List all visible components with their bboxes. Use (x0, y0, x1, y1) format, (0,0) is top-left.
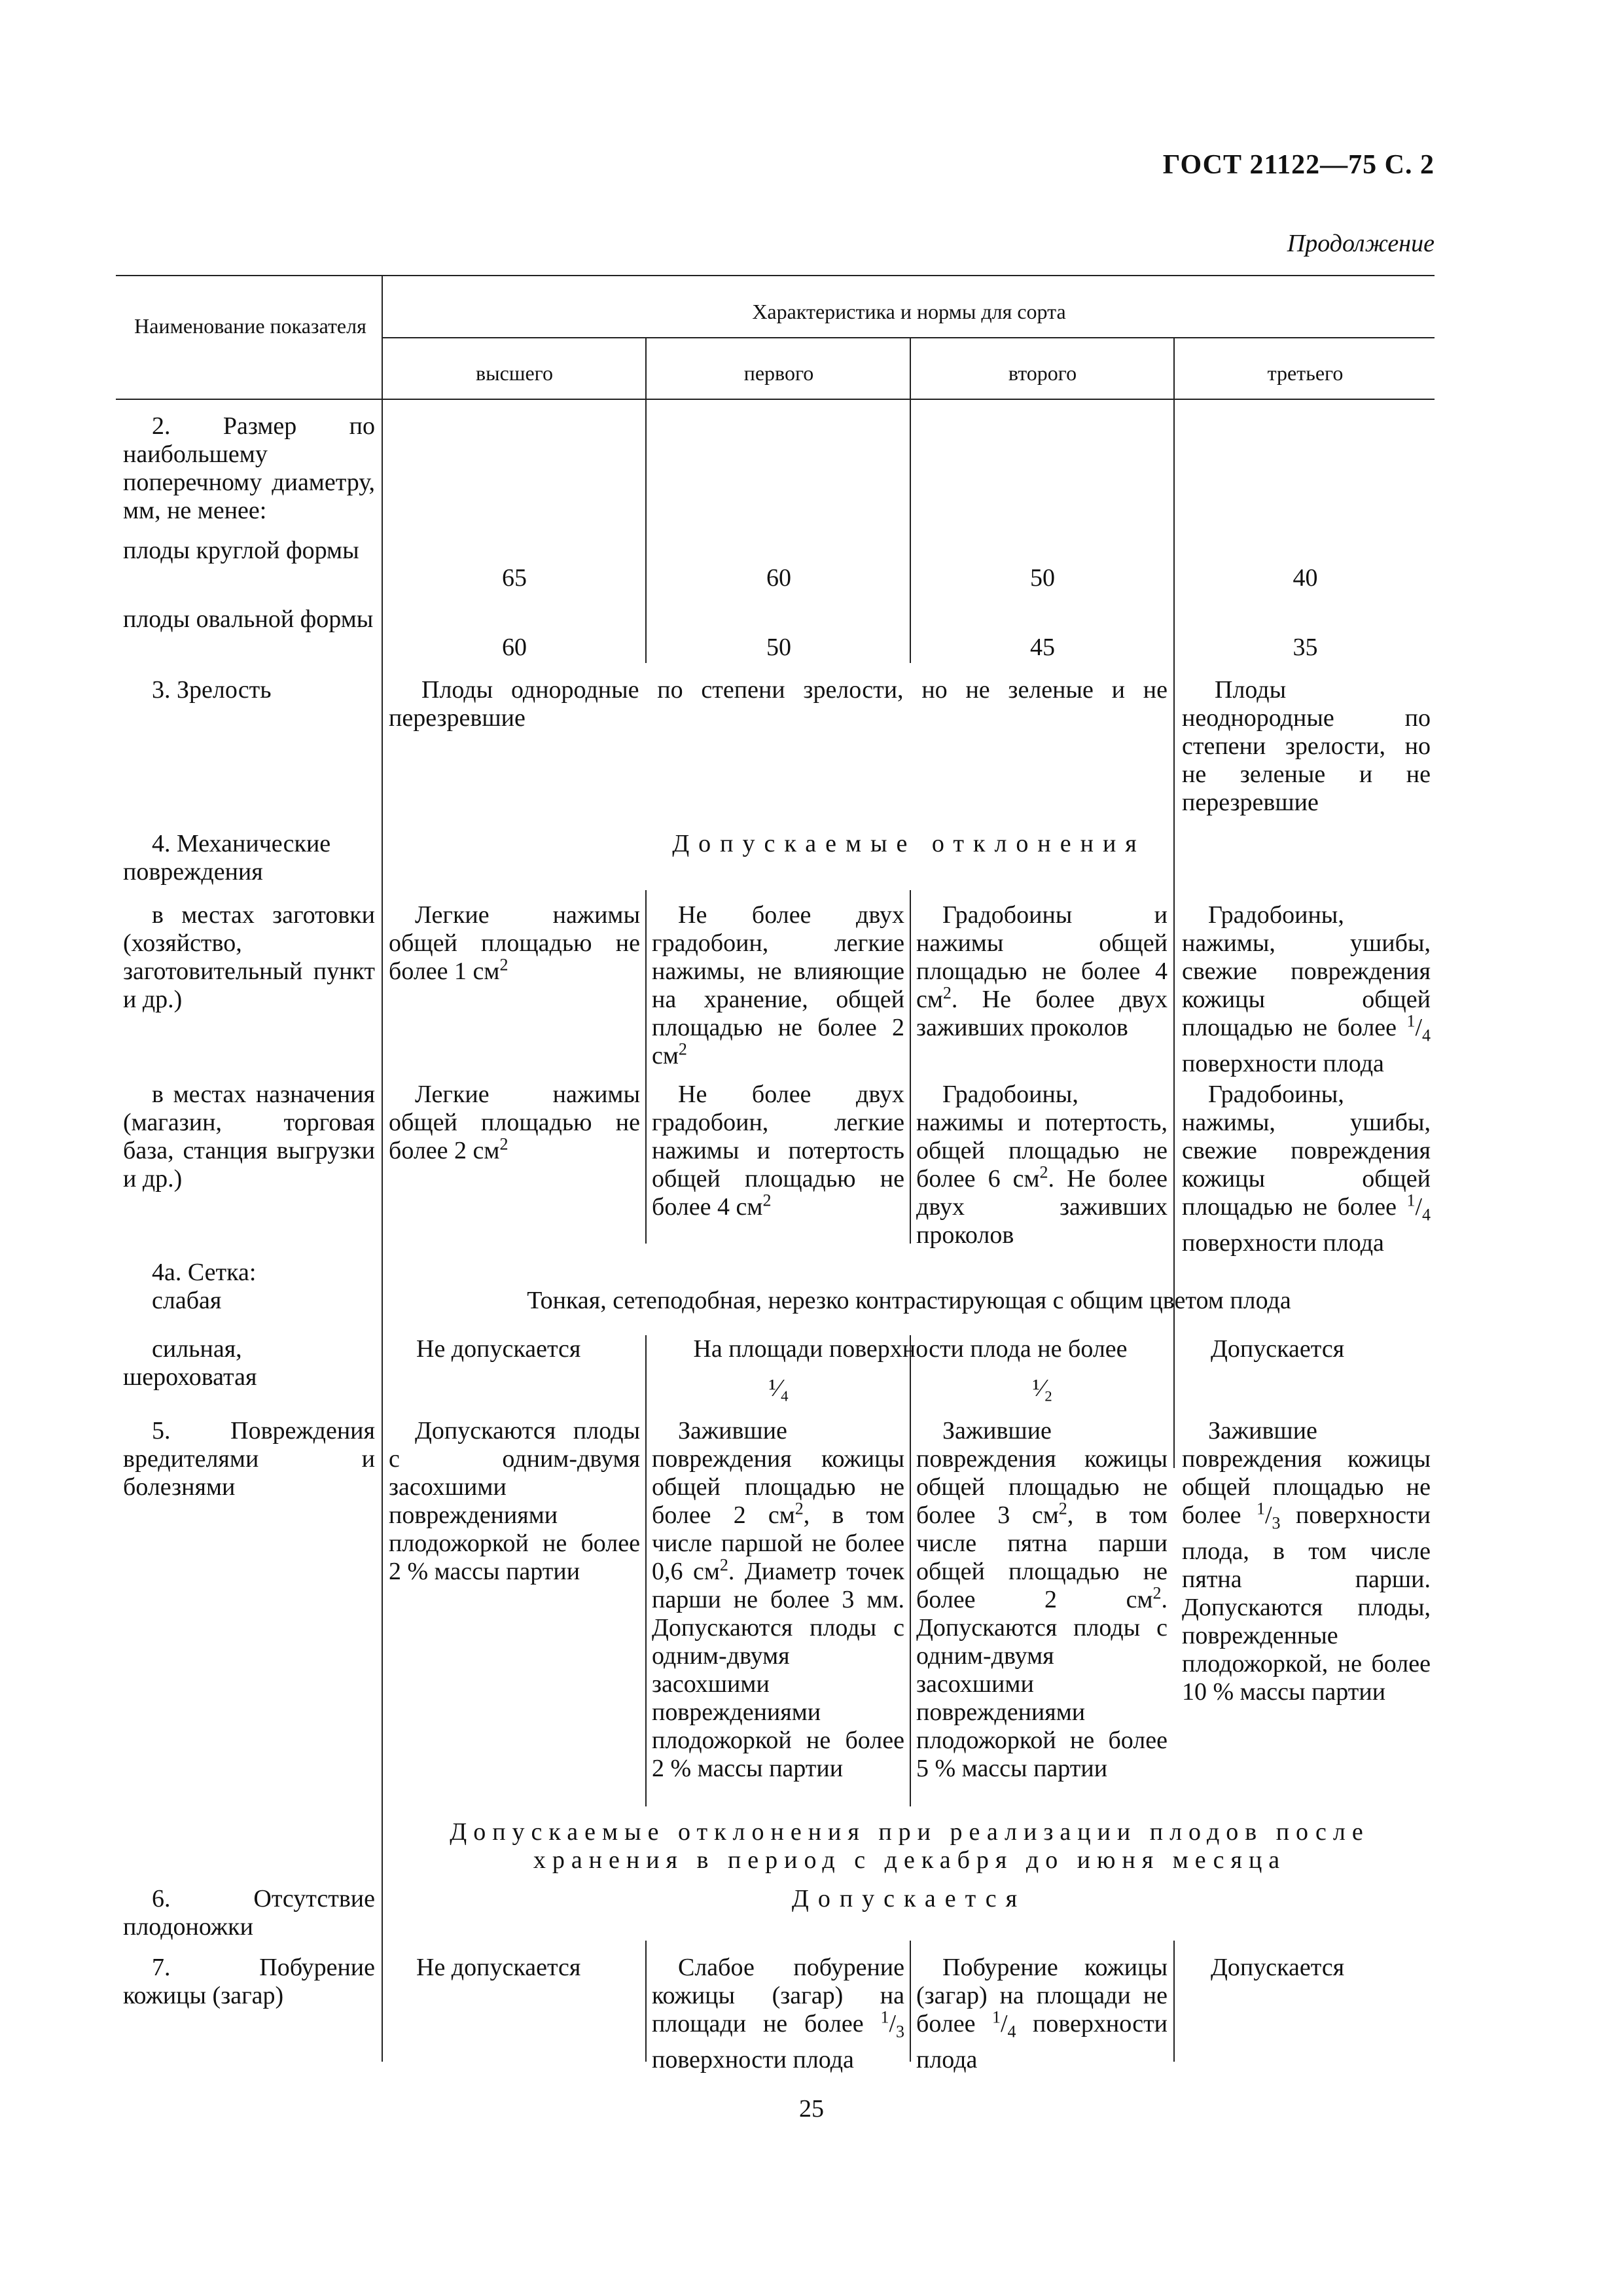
page-number: 25 (799, 2095, 824, 2123)
row-4-sub2-grade-4: Градобоины, нажимы, ушибы, свежие повреждения кожицы общей площадью не более $^1/_4$ поверхности плода (1182, 1081, 1431, 1257)
row-5-grade-4: Зажившие повреждения кожицы общей площадью не более $^1/_3$ поверхности плода, в том числе пятна парши. Допускаются плоды, поврежденные плодожоркой, не более 10 % массы партии (1182, 1417, 1431, 1706)
continuation-label: Продолжение (1287, 230, 1435, 257)
column-header-grade-3: второго (1008, 361, 1077, 385)
row-3-grade-4: Плоды неоднородные по степени зрелости, но не зеленые и не перезревшие (1182, 676, 1431, 816)
row-4-span-allowed-deviations: Допускаемые отклонения (672, 830, 1146, 857)
row-4a-strong-grade-1: Не допускается (416, 1335, 581, 1363)
row-2-oval-value-3: 45 (1030, 634, 1055, 661)
row-6-title: 6. Отсутствие плодоножки (123, 1885, 375, 1941)
column-divider-3d (1173, 1941, 1175, 2062)
column-divider-1d (645, 1941, 647, 2062)
column-header-grade-1: высшего (476, 361, 553, 385)
column-divider-1 (645, 337, 647, 663)
column-divider-1b (645, 890, 647, 1244)
row-4a-strong-grade-2: ¹⁄₄ (768, 1374, 789, 1402)
header-bottom-rule (116, 399, 1435, 400)
row-6-span-allowed: Допускается (791, 1885, 1027, 1912)
column-header-grade-group: Характеристика и нормы для сорта (752, 300, 1066, 323)
row-4a-strong-grade-4: Допускается (1211, 1335, 1345, 1363)
row-4-sub1-grade-4: Градобоины, нажимы, ушибы, свежие повреждения кожицы общей площадью не более $^1/_4$ поверхности плода (1182, 901, 1431, 1077)
row-2-oval-value-2: 50 (766, 634, 791, 661)
row-4-sub1-label: в местах заготовки (хозяйство, заготовительный пункт и др.) (123, 901, 375, 1013)
row-4-sub2-grade-2: Не более двух градобоин, легкие нажимы и потертость общей площадью не более 4 $см^2$ (652, 1081, 904, 1221)
column-divider-1c (645, 1335, 647, 1806)
row-4-sub2-grade-1: Легкие нажимы общей площадью не более 2 $см^2$ (389, 1081, 640, 1164)
row-7-grade-3: Побурение кожицы (загар) на площади не более $^1/_4$ поверхности плода (916, 1954, 1168, 2073)
row-7-grade-2: Слабое побурение кожицы (загар) на площади не более $^1/_3$ поверхности плода (652, 1954, 904, 2073)
column-divider-name (382, 275, 383, 2062)
row-5-title: 5. Повреждения вредителями и болезнями (123, 1417, 375, 1501)
row-4a-strong-label: сильная, шероховатая (123, 1335, 257, 1391)
document-reference: ГОСТ 21122—75 С. 2 (1162, 150, 1435, 180)
row-2-oval-label: плоды овальной формы (123, 605, 374, 633)
row-5-grade-3: Зажившие повреждения кожицы общей площадью не более 3 $см^2$, в том числе пятна парши общей площадью не более 2 $см^2$. Допускаются плоды с одним-двумя засохшими повреждениями плодожоркой не более 5 % массы партии (916, 1417, 1168, 1782)
row-4a-weak-label: слабая (152, 1287, 222, 1314)
row-5-grade-1: Допускаются плоды с одним-двумя засохшими повреждениями плодожоркой не более 2 % массы партии (389, 1417, 640, 1585)
row-7-title: 7. Побурение кожицы (загар) (123, 1954, 375, 2009)
row-4a-strong-grade-3: ¹⁄₂ (1032, 1374, 1053, 1402)
row-4-title: 4. Механические повреждения (123, 830, 331, 886)
row-4a-title: 4а. Сетка: (152, 1259, 257, 1286)
row-2-round-value-1: 65 (502, 564, 527, 592)
row-3-grades-1-3: Плоды однородные по степени зрелости, но не зеленые и не перезревшие (389, 676, 1168, 732)
row-4a-weak-span: Тонкая, сетеподобная, нерезко контрастирующая с общим цветом плода (527, 1287, 1291, 1314)
row-4-sub2-label: в местах назначения (магазин, торговая база, станция выгрузки и др.) (123, 1081, 375, 1193)
column-header-grade-4: третьего (1267, 361, 1344, 385)
grade-group-rule (382, 337, 1435, 338)
row-2-oval-value-1: 60 (502, 634, 527, 661)
row-2-round-label: плоды круглой формы (123, 537, 359, 564)
table-top-rule (116, 275, 1435, 276)
row-4-sub1-grade-3: Градобоины и нажимы общей площадью не более 4 $см^2$. Не более двух заживших проколов (916, 901, 1168, 1041)
section-note-storage: Допускаемые отклонения при реализации плодов после хранения в период с декабря до июня месяца (450, 1818, 1370, 1874)
row-2-round-value-4: 40 (1293, 564, 1318, 592)
row-7-grade-1: Не допускается (416, 1954, 581, 1981)
row-2-round-value-3: 50 (1030, 564, 1055, 592)
row-5-grade-2: Зажившие повреждения кожицы общей площадью не более 2 $см^2$, в том числе паршой не более 0,6 $см^2$. Диаметр точек парши не более 3 мм. Допускаются плоды с одним-двумя засохшими повреждениями плодожоркой не более 2 % массы партии (652, 1417, 904, 1782)
column-divider-2 (910, 337, 911, 663)
row-2-title: 2. Размер по наибольшему поперечному диаметру, мм, не менее: (123, 412, 375, 524)
column-divider-2d (910, 1941, 911, 2062)
row-2-round-value-2: 60 (766, 564, 791, 592)
column-divider-2b (910, 890, 911, 1244)
row-4-sub2-grade-3: Градобоины, нажимы и потертость, общей площадью не более 6 $см^2$. Не более двух заживших проколов (916, 1081, 1168, 1249)
row-4-sub1-grade-1: Легкие нажимы общей площадью не более 1 $см^2$ (389, 901, 640, 985)
column-divider-2c (910, 1335, 911, 1806)
row-3-title: 3. Зрелость (152, 676, 272, 704)
row-2-oval-value-4: 35 (1293, 634, 1318, 661)
column-header-indicator: Наименование показателя (134, 314, 366, 338)
column-header-grade-2: первого (743, 361, 814, 385)
row-7-grade-4: Допускается (1211, 1954, 1345, 1981)
row-4-sub1-grade-2: Не более двух градобоин, легкие нажимы, не влияющие на хранение, общей площадью не более 2 $см^2$ (652, 901, 904, 1069)
row-4a-strong-span: На площади поверхности плода не более (693, 1335, 1128, 1363)
